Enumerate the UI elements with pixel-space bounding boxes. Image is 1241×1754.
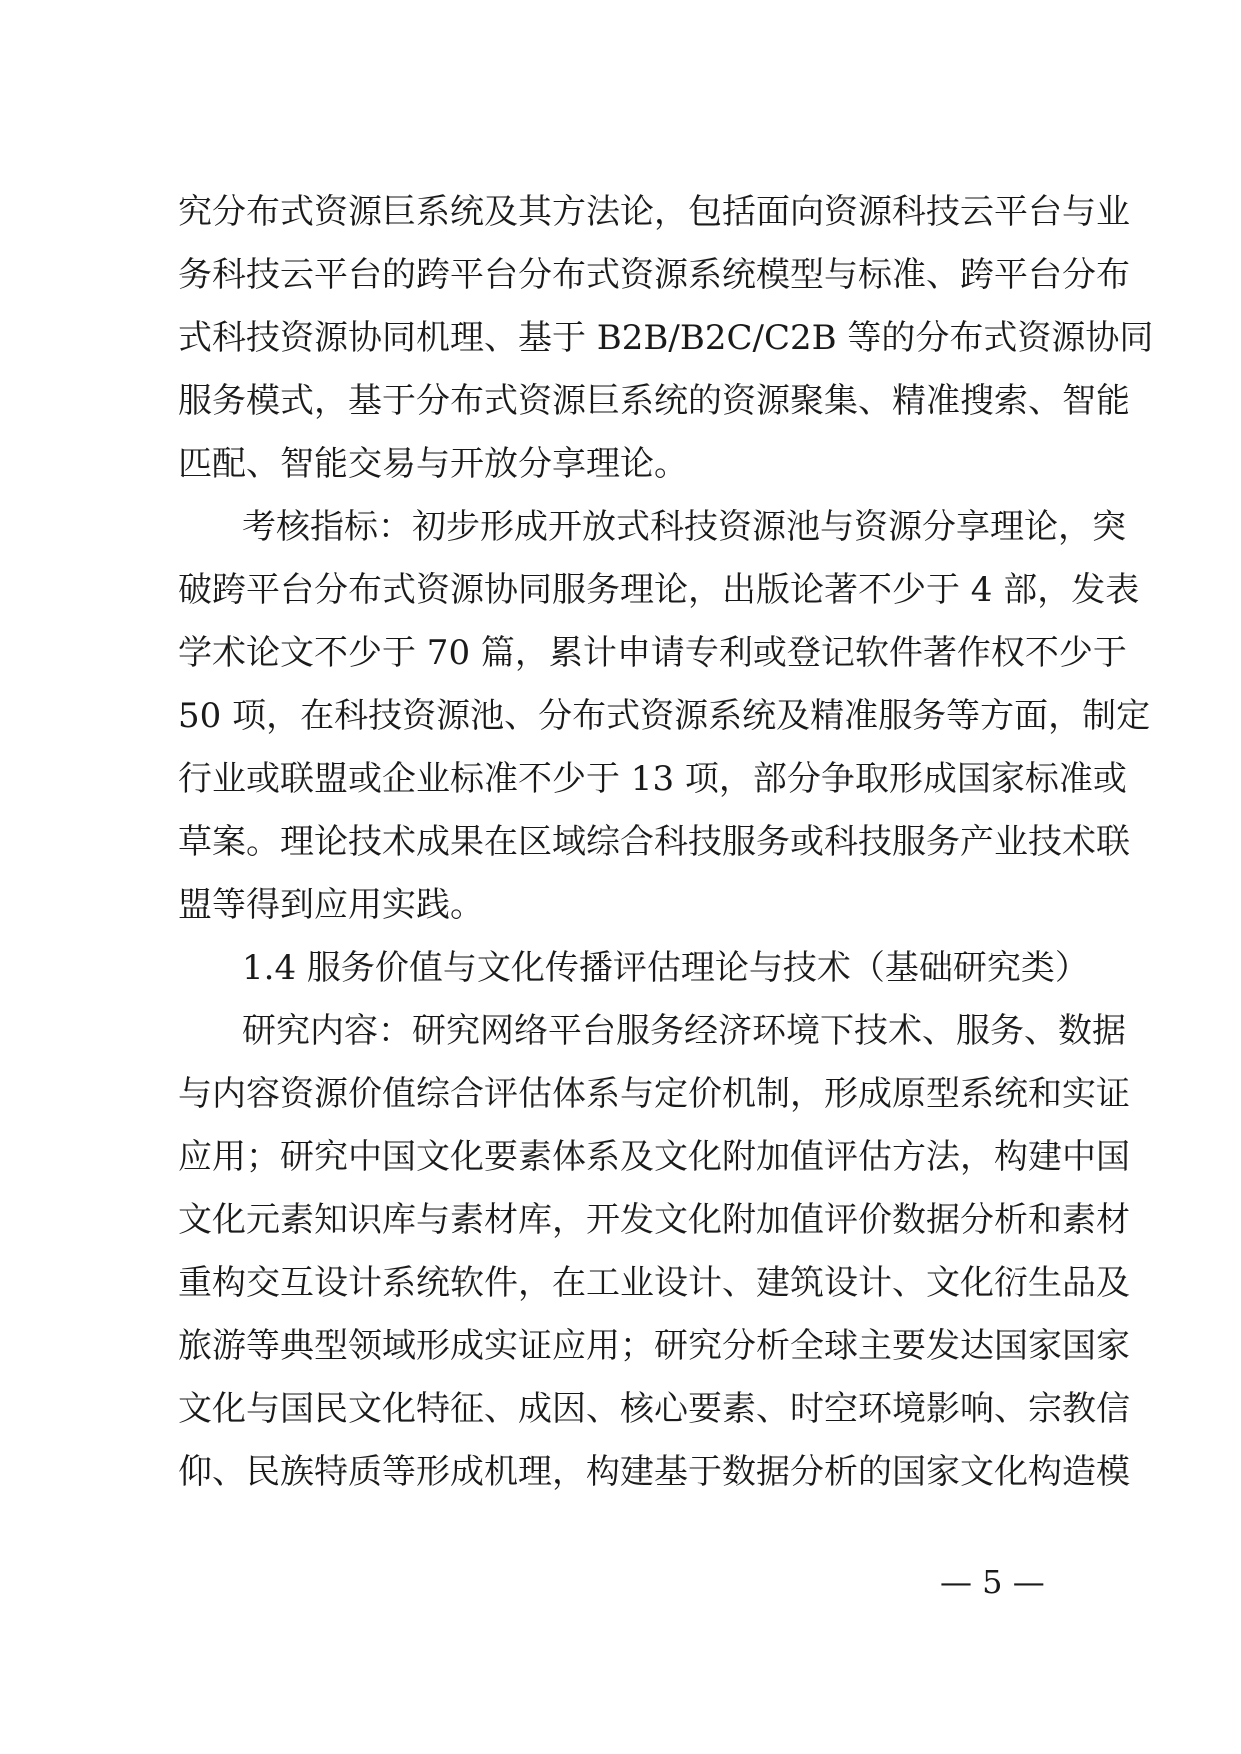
paragraph-2-line-4: 50 项，在科技资源池、分布式资源系统及精准服务等方面，制定 bbox=[178, 696, 1151, 736]
paragraph-1-line-1: 究分布式资源巨系统及其方法论，包括面向资源科技云平台与业 bbox=[178, 192, 1130, 232]
section-heading: 1.4 服务价值与文化传播评估理论与技术（基础研究类） bbox=[242, 948, 1089, 988]
paragraph-3-line-1: 研究内容：研究网络平台服务经济环境下技术、服务、数据 bbox=[242, 1011, 1126, 1051]
paragraph-3-line-8: 仰、民族特质等形成机理，构建基于数据分析的国家文化构造模 bbox=[178, 1452, 1130, 1492]
paragraph-2-line-5: 行业或联盟或企业标准不少于 13 项，部分争取形成国家标准或 bbox=[178, 759, 1127, 799]
paragraph-3-line-5: 重构交互设计系统软件，在工业设计、建筑设计、文化衍生品及 bbox=[178, 1263, 1130, 1303]
paragraph-3-line-4: 文化元素知识库与素材库，开发文化附加值评价数据分析和素材 bbox=[178, 1200, 1130, 1240]
paragraph-3-line-6: 旅游等典型领域形成实证应用；研究分析全球主要发达国家国家 bbox=[178, 1326, 1130, 1366]
paragraph-3-line-2: 与内容资源价值综合评估体系与定价机制，形成原型系统和实证 bbox=[178, 1074, 1130, 1114]
paragraph-3-line-7: 文化与国民文化特征、成因、核心要素、时空环境影响、宗教信 bbox=[178, 1389, 1130, 1429]
page-number: — 5 — bbox=[940, 1563, 1045, 1601]
paragraph-1-line-3: 式科技资源协同机理、基于 B2B/B2C/C2B 等的分布式资源协同 bbox=[178, 318, 1154, 358]
paragraph-1-line-2: 务科技云平台的跨平台分布式资源系统模型与标准、跨平台分布 bbox=[178, 255, 1130, 295]
paragraph-2-line-2: 破跨平台分布式资源协同服务理论，出版论著不少于 4 部，发表 bbox=[178, 570, 1140, 610]
paragraph-2-line-6: 草案。理论技术成果在区域综合科技服务或科技服务产业技术联 bbox=[178, 822, 1130, 862]
paragraph-1-line-5: 匹配、智能交易与开放分享理论。 bbox=[178, 444, 688, 484]
paragraph-2-line-1: 考核指标：初步形成开放式科技资源池与资源分享理论，突 bbox=[242, 507, 1126, 547]
paragraph-2-line-3: 学术论文不少于 70 篇，累计申请专利或登记软件著作权不少于 bbox=[178, 633, 1127, 673]
paragraph-1-line-4: 服务模式，基于分布式资源巨系统的资源聚集、精准搜索、智能 bbox=[178, 381, 1130, 421]
paragraph-3-line-3: 应用；研究中国文化要素体系及文化附加值评估方法，构建中国 bbox=[178, 1137, 1130, 1177]
paragraph-2-line-7: 盟等得到应用实践。 bbox=[178, 885, 484, 925]
